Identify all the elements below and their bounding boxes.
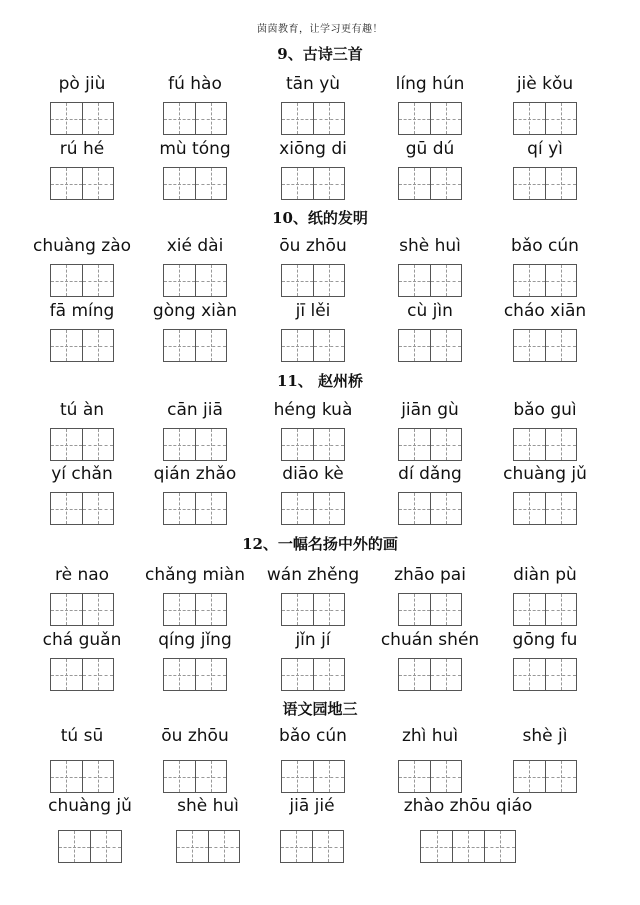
writing-grid[interactable] (50, 593, 114, 626)
character-cell[interactable] (313, 493, 344, 524)
character-cell[interactable] (313, 594, 344, 625)
writing-grid[interactable] (163, 658, 227, 691)
pinyin-label: fú hào (168, 74, 222, 94)
character-cell[interactable] (430, 330, 461, 361)
pinyin-label: ōu zhōu (279, 236, 347, 256)
writing-grid[interactable] (50, 167, 114, 200)
character-cell[interactable] (545, 103, 576, 134)
character-cell[interactable] (399, 265, 430, 296)
character-cell[interactable] (51, 761, 82, 792)
writing-grid[interactable] (398, 593, 462, 626)
writing-grid[interactable] (281, 167, 345, 200)
writing-grid[interactable] (281, 658, 345, 691)
character-cell[interactable] (313, 265, 344, 296)
writing-grid[interactable] (398, 329, 462, 362)
writing-grid[interactable] (163, 102, 227, 135)
character-cell[interactable] (545, 265, 576, 296)
character-cell[interactable] (82, 103, 113, 134)
character-cell[interactable] (430, 103, 461, 134)
pinyin-label: rè nao (54, 565, 110, 585)
writing-grid[interactable] (513, 167, 577, 200)
pinyin-label: xiōng di (279, 139, 347, 159)
pinyin-label: shè jì (522, 726, 568, 746)
pinyin-label: zhào zhōu qiáo (403, 796, 533, 816)
writing-grid[interactable] (281, 492, 345, 525)
character-cell[interactable] (51, 330, 82, 361)
pinyin-label: gōng fu (512, 630, 578, 650)
pinyin-label: jiā jié (289, 796, 335, 816)
writing-grid[interactable] (163, 428, 227, 461)
character-cell[interactable] (82, 429, 113, 460)
character-cell[interactable] (90, 831, 121, 862)
pinyin-label: bǎo cún (279, 726, 347, 746)
writing-grid[interactable] (398, 492, 462, 525)
writing-grid[interactable] (281, 428, 345, 461)
character-cell[interactable] (164, 761, 195, 792)
character-cell[interactable] (195, 493, 226, 524)
pinyin-label: jī lěi (295, 301, 331, 321)
pinyin-label: chuàng jǔ (48, 796, 132, 816)
pinyin-label: cù jìn (407, 301, 453, 321)
character-cell[interactable] (164, 265, 195, 296)
character-cell[interactable] (82, 659, 113, 690)
section-title: 11、 赵州桥 (276, 372, 364, 390)
writing-grid[interactable] (163, 329, 227, 362)
character-cell[interactable] (430, 265, 461, 296)
character-cell[interactable] (51, 168, 82, 199)
character-cell[interactable] (164, 103, 195, 134)
character-cell[interactable] (514, 429, 545, 460)
character-cell[interactable] (195, 659, 226, 690)
writing-grid[interactable] (398, 760, 462, 793)
pinyin-label: diàn pù (513, 565, 577, 585)
character-cell[interactable] (195, 265, 226, 296)
character-cell[interactable] (313, 330, 344, 361)
pinyin-label: jiān gù (401, 400, 459, 420)
character-cell[interactable] (82, 594, 113, 625)
character-cell[interactable] (430, 429, 461, 460)
writing-grid[interactable] (50, 658, 114, 691)
writing-grid[interactable] (50, 428, 114, 461)
character-cell[interactable] (430, 659, 461, 690)
pinyin-label: chuán shén (380, 630, 480, 650)
writing-grid[interactable] (163, 264, 227, 297)
pinyin-label: chuàng jǔ (503, 464, 587, 484)
character-cell[interactable] (430, 761, 461, 792)
writing-grid[interactable] (398, 428, 462, 461)
character-cell[interactable] (282, 761, 313, 792)
pinyin-label: qí yì (527, 139, 563, 159)
character-cell[interactable] (514, 761, 545, 792)
writing-grid[interactable] (513, 593, 577, 626)
pinyin-label: dí dǎng (398, 464, 462, 484)
character-cell[interactable] (208, 831, 239, 862)
pinyin-label: qián zhǎo (153, 464, 237, 484)
section-title: 10、纸的发明 (272, 209, 368, 227)
character-cell[interactable] (195, 594, 226, 625)
writing-grid[interactable] (513, 658, 577, 691)
character-cell[interactable] (399, 429, 430, 460)
character-cell[interactable] (195, 330, 226, 361)
writing-grid[interactable] (163, 760, 227, 793)
character-cell[interactable] (164, 168, 195, 199)
character-cell[interactable] (195, 103, 226, 134)
character-cell[interactable] (399, 103, 430, 134)
character-cell[interactable] (399, 594, 430, 625)
pinyin-label: bǎo cún (511, 236, 579, 256)
character-cell[interactable] (545, 168, 576, 199)
pinyin-label: rú hé (59, 139, 105, 159)
character-cell[interactable] (51, 659, 82, 690)
character-cell[interactable] (399, 168, 430, 199)
character-cell[interactable] (313, 659, 344, 690)
character-cell[interactable] (514, 265, 545, 296)
writing-grid[interactable] (398, 102, 462, 135)
character-cell[interactable] (313, 168, 344, 199)
writing-grid[interactable] (398, 264, 462, 297)
character-cell[interactable] (282, 168, 313, 199)
section-title: 12、一幅名扬中外的画 (242, 535, 398, 553)
character-cell[interactable] (430, 493, 461, 524)
character-cell[interactable] (399, 659, 430, 690)
pinyin-label: fā míng (49, 301, 115, 321)
pinyin-label: cháo xiān (503, 301, 587, 321)
character-cell[interactable] (514, 493, 545, 524)
character-cell[interactable] (545, 659, 576, 690)
character-cell[interactable] (164, 429, 195, 460)
character-cell[interactable] (545, 330, 576, 361)
pinyin-label: tú sū (60, 726, 104, 746)
character-cell[interactable] (177, 831, 208, 862)
character-cell[interactable] (82, 168, 113, 199)
character-cell[interactable] (421, 831, 452, 862)
pinyin-label: xié dài (166, 236, 224, 256)
writing-grid[interactable] (398, 658, 462, 691)
pinyin-label: yí chǎn (51, 464, 113, 484)
character-cell[interactable] (313, 761, 344, 792)
pinyin-label: qíng jǐng (158, 630, 232, 650)
writing-grid[interactable] (50, 264, 114, 297)
writing-grid[interactable] (513, 102, 577, 135)
pinyin-label: shè huì (399, 236, 461, 256)
character-cell[interactable] (545, 493, 576, 524)
character-cell[interactable] (452, 831, 483, 862)
character-cell[interactable] (282, 594, 313, 625)
page-header: 茵茵教育，让学习更有趣！ (257, 24, 383, 35)
pinyin-label: bǎo guì (513, 400, 577, 420)
pinyin-label: chǎng miàn (145, 565, 245, 585)
pinyin-label: diāo kè (282, 464, 344, 484)
writing-grid[interactable] (513, 329, 577, 362)
writing-grid[interactable] (50, 329, 114, 362)
character-cell[interactable] (164, 594, 195, 625)
character-cell[interactable] (399, 761, 430, 792)
writing-grid[interactable] (163, 593, 227, 626)
character-cell[interactable] (545, 761, 576, 792)
pinyin-label: héng kuà (273, 400, 353, 420)
writing-grid[interactable] (176, 830, 240, 863)
character-cell[interactable] (282, 265, 313, 296)
character-cell[interactable] (514, 594, 545, 625)
pinyin-label: chá guǎn (42, 630, 122, 650)
pinyin-label: wán zhěng (266, 565, 360, 585)
writing-grid[interactable] (513, 760, 577, 793)
writing-grid[interactable] (163, 167, 227, 200)
character-cell[interactable] (195, 429, 226, 460)
pinyin-label: tān yù (285, 74, 341, 94)
character-cell[interactable] (514, 168, 545, 199)
writing-grid[interactable] (513, 428, 577, 461)
character-cell[interactable] (282, 103, 313, 134)
section-title: 语文园地三 (282, 700, 358, 718)
writing-grid[interactable] (420, 830, 516, 863)
writing-grid[interactable] (281, 102, 345, 135)
character-cell[interactable] (51, 429, 82, 460)
character-cell[interactable] (164, 493, 195, 524)
writing-grid[interactable] (281, 593, 345, 626)
pinyin-label: cān jiā (167, 400, 223, 420)
character-cell[interactable] (484, 831, 515, 862)
pinyin-label: mù tóng (159, 139, 231, 159)
character-cell[interactable] (313, 429, 344, 460)
section-title: 9、古诗三首 (277, 45, 363, 63)
pinyin-label: chuàng zào (32, 236, 132, 256)
writing-grid[interactable] (50, 492, 114, 525)
character-cell[interactable] (82, 330, 113, 361)
pinyin-label: jǐn jí (295, 630, 331, 650)
writing-grid[interactable] (58, 830, 122, 863)
character-cell[interactable] (51, 594, 82, 625)
character-cell[interactable] (514, 659, 545, 690)
writing-grid[interactable] (280, 830, 344, 863)
character-cell[interactable] (514, 103, 545, 134)
writing-grid[interactable] (281, 329, 345, 362)
writing-grid[interactable] (281, 264, 345, 297)
character-cell[interactable] (399, 493, 430, 524)
character-cell[interactable] (282, 429, 313, 460)
character-cell[interactable] (399, 330, 430, 361)
character-cell[interactable] (430, 168, 461, 199)
pinyin-label: gū dú (405, 139, 455, 159)
character-cell[interactable] (514, 330, 545, 361)
pinyin-label: tú àn (59, 400, 105, 420)
character-cell[interactable] (312, 831, 343, 862)
character-cell[interactable] (545, 594, 576, 625)
pinyin-label: gòng xiàn (152, 301, 238, 321)
character-cell[interactable] (313, 103, 344, 134)
character-cell[interactable] (430, 594, 461, 625)
pinyin-label: zhāo pai (394, 565, 466, 585)
character-cell[interactable] (51, 493, 82, 524)
character-cell[interactable] (82, 761, 113, 792)
character-cell[interactable] (164, 330, 195, 361)
character-cell[interactable] (282, 659, 313, 690)
writing-grid[interactable] (50, 102, 114, 135)
character-cell[interactable] (195, 168, 226, 199)
character-cell[interactable] (281, 831, 312, 862)
character-cell[interactable] (51, 103, 82, 134)
character-cell[interactable] (59, 831, 90, 862)
pinyin-label: ōu zhōu (161, 726, 229, 746)
pinyin-label: líng hún (395, 74, 465, 94)
writing-grid[interactable] (50, 760, 114, 793)
character-cell[interactable] (51, 265, 82, 296)
character-cell[interactable] (164, 659, 195, 690)
character-cell[interactable] (82, 265, 113, 296)
character-cell[interactable] (545, 429, 576, 460)
pinyin-label: jiè kǒu (516, 74, 574, 94)
character-cell[interactable] (82, 493, 113, 524)
writing-grid[interactable] (513, 492, 577, 525)
character-cell[interactable] (195, 761, 226, 792)
character-cell[interactable] (282, 493, 313, 524)
pinyin-label: pò jiù (58, 74, 106, 94)
writing-grid[interactable] (513, 264, 577, 297)
pinyin-label: zhì huì (401, 726, 459, 746)
character-cell[interactable] (282, 330, 313, 361)
writing-grid[interactable] (163, 492, 227, 525)
writing-grid[interactable] (398, 167, 462, 200)
writing-grid[interactable] (281, 760, 345, 793)
pinyin-label: shè huì (177, 796, 239, 816)
